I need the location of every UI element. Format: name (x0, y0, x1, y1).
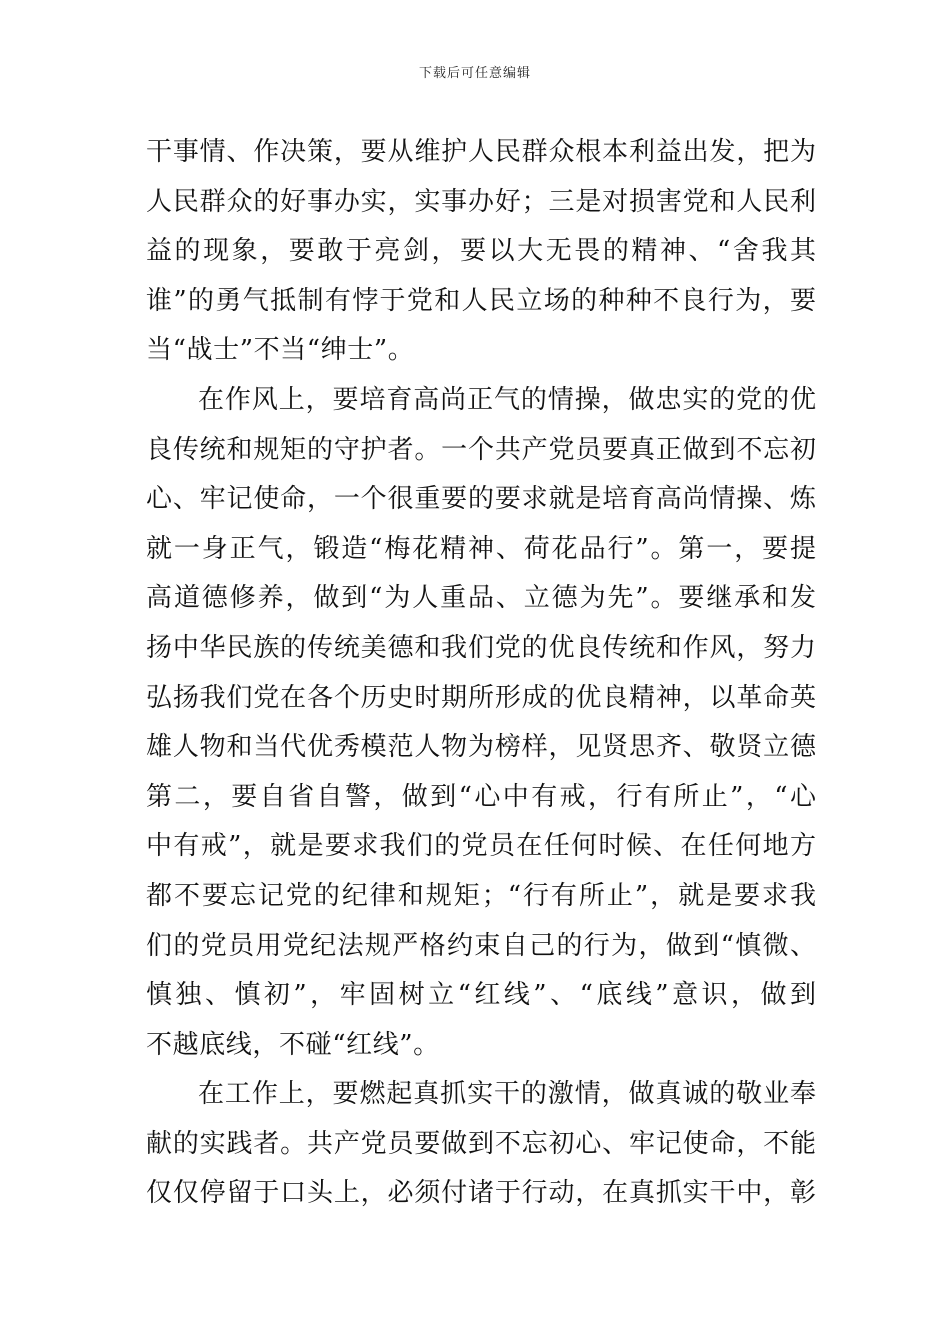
text-line: 中有戒”，就是要求我们的党员在任何时候、在任何地方 (146, 831, 816, 862)
text-line: 弘扬我们党在各个历史时期所形成的优良精神，以革命英 (146, 682, 816, 713)
text-line-paragraph-start: 在作风上，要培育高尚正气的情操，做忠实的党的优 (198, 384, 816, 415)
text-line: 献的实践者。共产党员要做到不忘初心、牢记使命，不能 (146, 1128, 816, 1159)
text-line: 良传统和规矩的守护者。一个共产党员要真正做到不忘初 (146, 434, 816, 465)
text-line: 心、牢记使命，一个很重要的要求就是培育高尚情操、炼 (146, 484, 816, 515)
text-line: 就一身正气，锻造“梅花精神、荷花品行”。第一，要提 (146, 533, 816, 564)
text-line: 雄人物和当代优秀模范人物为榜样，见贤思齐、敬贤立德 (146, 732, 816, 763)
document-body (146, 128, 816, 1219)
page-header: 下载后可任意编辑 (418, 66, 531, 81)
text-line: 仅仅停留于口头上，必须付诸于行动，在真抓实干中，彰 (146, 1178, 816, 1209)
text-line: 慎独、慎初”，牢固树立“红线”、“底线”意识，做到 (146, 980, 816, 1011)
text-line: 人民群众的好事办实，实事办好；三是对损害党和人民利 (146, 186, 816, 217)
text-line-paragraph-end: 当“战士”不当“绅士”。 (146, 335, 415, 366)
text-line-paragraph-end: 不越底线，不碰“红线”。 (146, 1029, 440, 1060)
text-line: 第二，要自省自警，做到“心中有戒，行有所止”，“心 (146, 781, 816, 812)
text-line: 们的党员用党纪法规严格约束自己的行为，做到“慎微、 (146, 930, 816, 961)
text-line: 谁”的勇气抵制有悖于党和人民立场的种种不良行为，要 (146, 285, 816, 316)
text-line: 益的现象，要敢于亮剑，要以大无畏的精神、“舍我其 (146, 236, 816, 267)
text-line: 高道德修养，做到“为人重品、立德为先”。要继承和发 (146, 583, 816, 614)
text-line: 都不要忘记党的纪律和规矩；“行有所止”，就是要求我 (146, 880, 816, 911)
text-line-paragraph-start: 在工作上，要燃起真抓实干的激情，做真诚的敬业奉 (198, 1079, 816, 1110)
text-line: 干事情、作决策，要从维护人民群众根本利益出发，把为 (146, 137, 816, 167)
text-line: 扬中华民族的传统美德和我们党的优良传统和作风，努力 (146, 632, 816, 663)
